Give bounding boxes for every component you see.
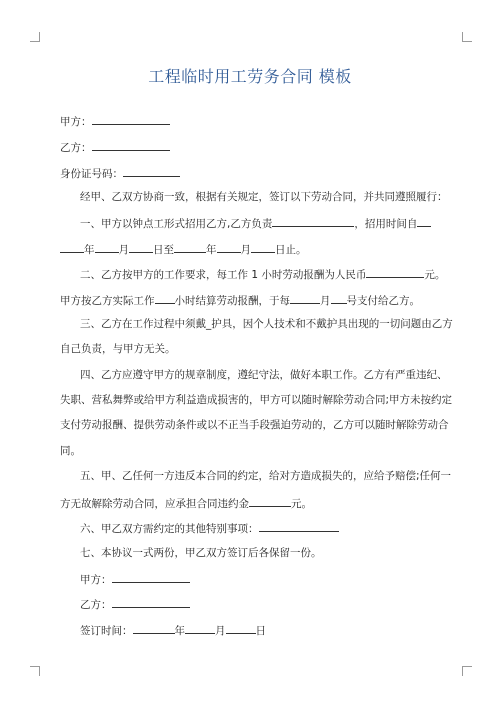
sign-party-a-blank[interactable] — [112, 572, 190, 583]
clause-6-text: 六、甲乙双方需约定的其他特别事项： — [80, 523, 259, 535]
sign-time-label: 签订时间： — [80, 625, 133, 637]
month-text-3: 月 — [320, 295, 331, 307]
party-a-blank[interactable] — [92, 114, 170, 125]
clause-3-line-1: 三、乙方在工作过程中须戴_护具，因个人技术和不戴护具出现的一切问题由乙方 — [80, 318, 453, 330]
sign-party-a-line — [80, 572, 462, 587]
clause-5-text: 方无故解除劳动合同，应承担合同违约金 — [60, 498, 249, 510]
sign-party-a-label: 甲方： — [80, 574, 112, 586]
clause-2-line-1 — [80, 267, 462, 282]
day-end-text: 日止。 — [275, 244, 307, 256]
id-number-label: 身份证号码： — [60, 168, 123, 180]
month-text-2: 月 — [240, 244, 251, 256]
clause-1-line-2 — [60, 242, 442, 257]
party-a-line — [60, 114, 442, 129]
clause-5-line-1: 五、甲、乙任何一方违反本合同的约定，给对方造成损失的，应给予赔偿;任何一 — [80, 470, 452, 482]
clause-2-line-2 — [60, 293, 442, 308]
intro-paragraph: 经甲、乙双方协商一致，根据有关规定，签订以下劳动合同，并共同遵照履行： — [80, 191, 448, 203]
hours-blank[interactable] — [155, 293, 175, 304]
start-day-blank[interactable] — [129, 242, 153, 253]
clause-2-text-4: 号支付给乙方。 — [346, 295, 420, 307]
yuan-text: 元。 — [424, 269, 446, 281]
party-b-line — [60, 140, 442, 155]
pay-month-blank[interactable] — [290, 293, 320, 304]
clause-2-text-3: 小时结算劳动报酬，于每 — [174, 295, 290, 307]
sign-party-b-blank[interactable] — [112, 597, 190, 608]
clause-4-line-2: 失职、营私舞弊或给甲方利益造成损害的，甲方可以随时解除劳动合同;甲方未按约定 — [60, 394, 453, 406]
day-text-2: 日 — [255, 625, 266, 637]
penalty-blank[interactable] — [249, 496, 291, 507]
clause-1-line-1 — [80, 216, 462, 231]
year-text-2: 年 — [206, 244, 217, 256]
party-a-label: 甲方： — [60, 116, 92, 128]
start-blank-tail[interactable] — [417, 216, 431, 227]
end-day-blank[interactable] — [251, 242, 275, 253]
end-month-blank[interactable] — [217, 242, 241, 253]
month-text: 月 — [118, 244, 129, 256]
party-b-label: 乙方： — [60, 142, 92, 154]
sign-month-blank[interactable] — [185, 623, 215, 634]
clause-1-text: 一、甲方以钟点工形式招用乙方,乙方负责 — [80, 218, 273, 230]
pay-day-blank[interactable] — [331, 293, 347, 304]
crop-mark-bottom-left — [30, 666, 40, 676]
clause-4-line-1: 四、乙方应遵守甲方的规章制度，遵纪守法，做好本职工作。乙方有严重违纪、 — [80, 369, 448, 381]
clause-6-line — [80, 521, 462, 536]
job-duty-blank[interactable] — [272, 216, 354, 227]
sign-party-b-line — [80, 597, 462, 612]
crop-mark-top-left — [30, 32, 40, 42]
year-text-3: 年 — [174, 625, 185, 637]
party-b-blank[interactable] — [92, 140, 170, 151]
end-year-blank[interactable] — [174, 242, 206, 253]
clause-2-text: 二、乙方按甲方的工作要求，每工作 1 小时劳动报酬为人民币 — [80, 269, 367, 281]
clause-4-line-4: 同。 — [60, 445, 81, 457]
clause-5-line-2 — [60, 496, 442, 511]
special-terms-blank[interactable] — [259, 521, 339, 532]
crop-mark-top-right — [462, 32, 472, 42]
year-text: 年 — [84, 244, 95, 256]
crop-mark-bottom-right — [462, 666, 472, 676]
day-to-text: 日至 — [153, 244, 174, 256]
clause-3-line-2: 自己负责，与甲方无关。 — [60, 343, 176, 355]
month-text-4: 月 — [215, 625, 226, 637]
clause-2-text-2: 甲方按乙方实际工作 — [60, 295, 155, 307]
yuan-text-2: 元。 — [291, 498, 312, 510]
document-title: 工程临时用工劳务合同 模板 — [148, 67, 352, 86]
clause-7-line: 七、本协议一式两份，甲乙双方签订后各保留一份。 — [80, 547, 322, 559]
sign-year-blank[interactable] — [133, 623, 175, 634]
id-number-line — [60, 166, 442, 181]
start-year-blank[interactable] — [60, 242, 84, 253]
hourly-pay-blank[interactable] — [366, 267, 424, 278]
id-number-blank[interactable] — [123, 166, 180, 177]
clause-1-text-2: ，招用时间自 — [354, 218, 418, 230]
sign-time-line — [80, 623, 462, 638]
sign-day-blank[interactable] — [226, 623, 256, 634]
clause-4-line-3: 支付劳动报酬、提供劳动条件或以不正当手段强迫劳动的，乙方可以随时解除劳动合 — [60, 419, 449, 431]
start-month-blank[interactable] — [95, 242, 119, 253]
sign-party-b-label: 乙方： — [80, 599, 112, 611]
